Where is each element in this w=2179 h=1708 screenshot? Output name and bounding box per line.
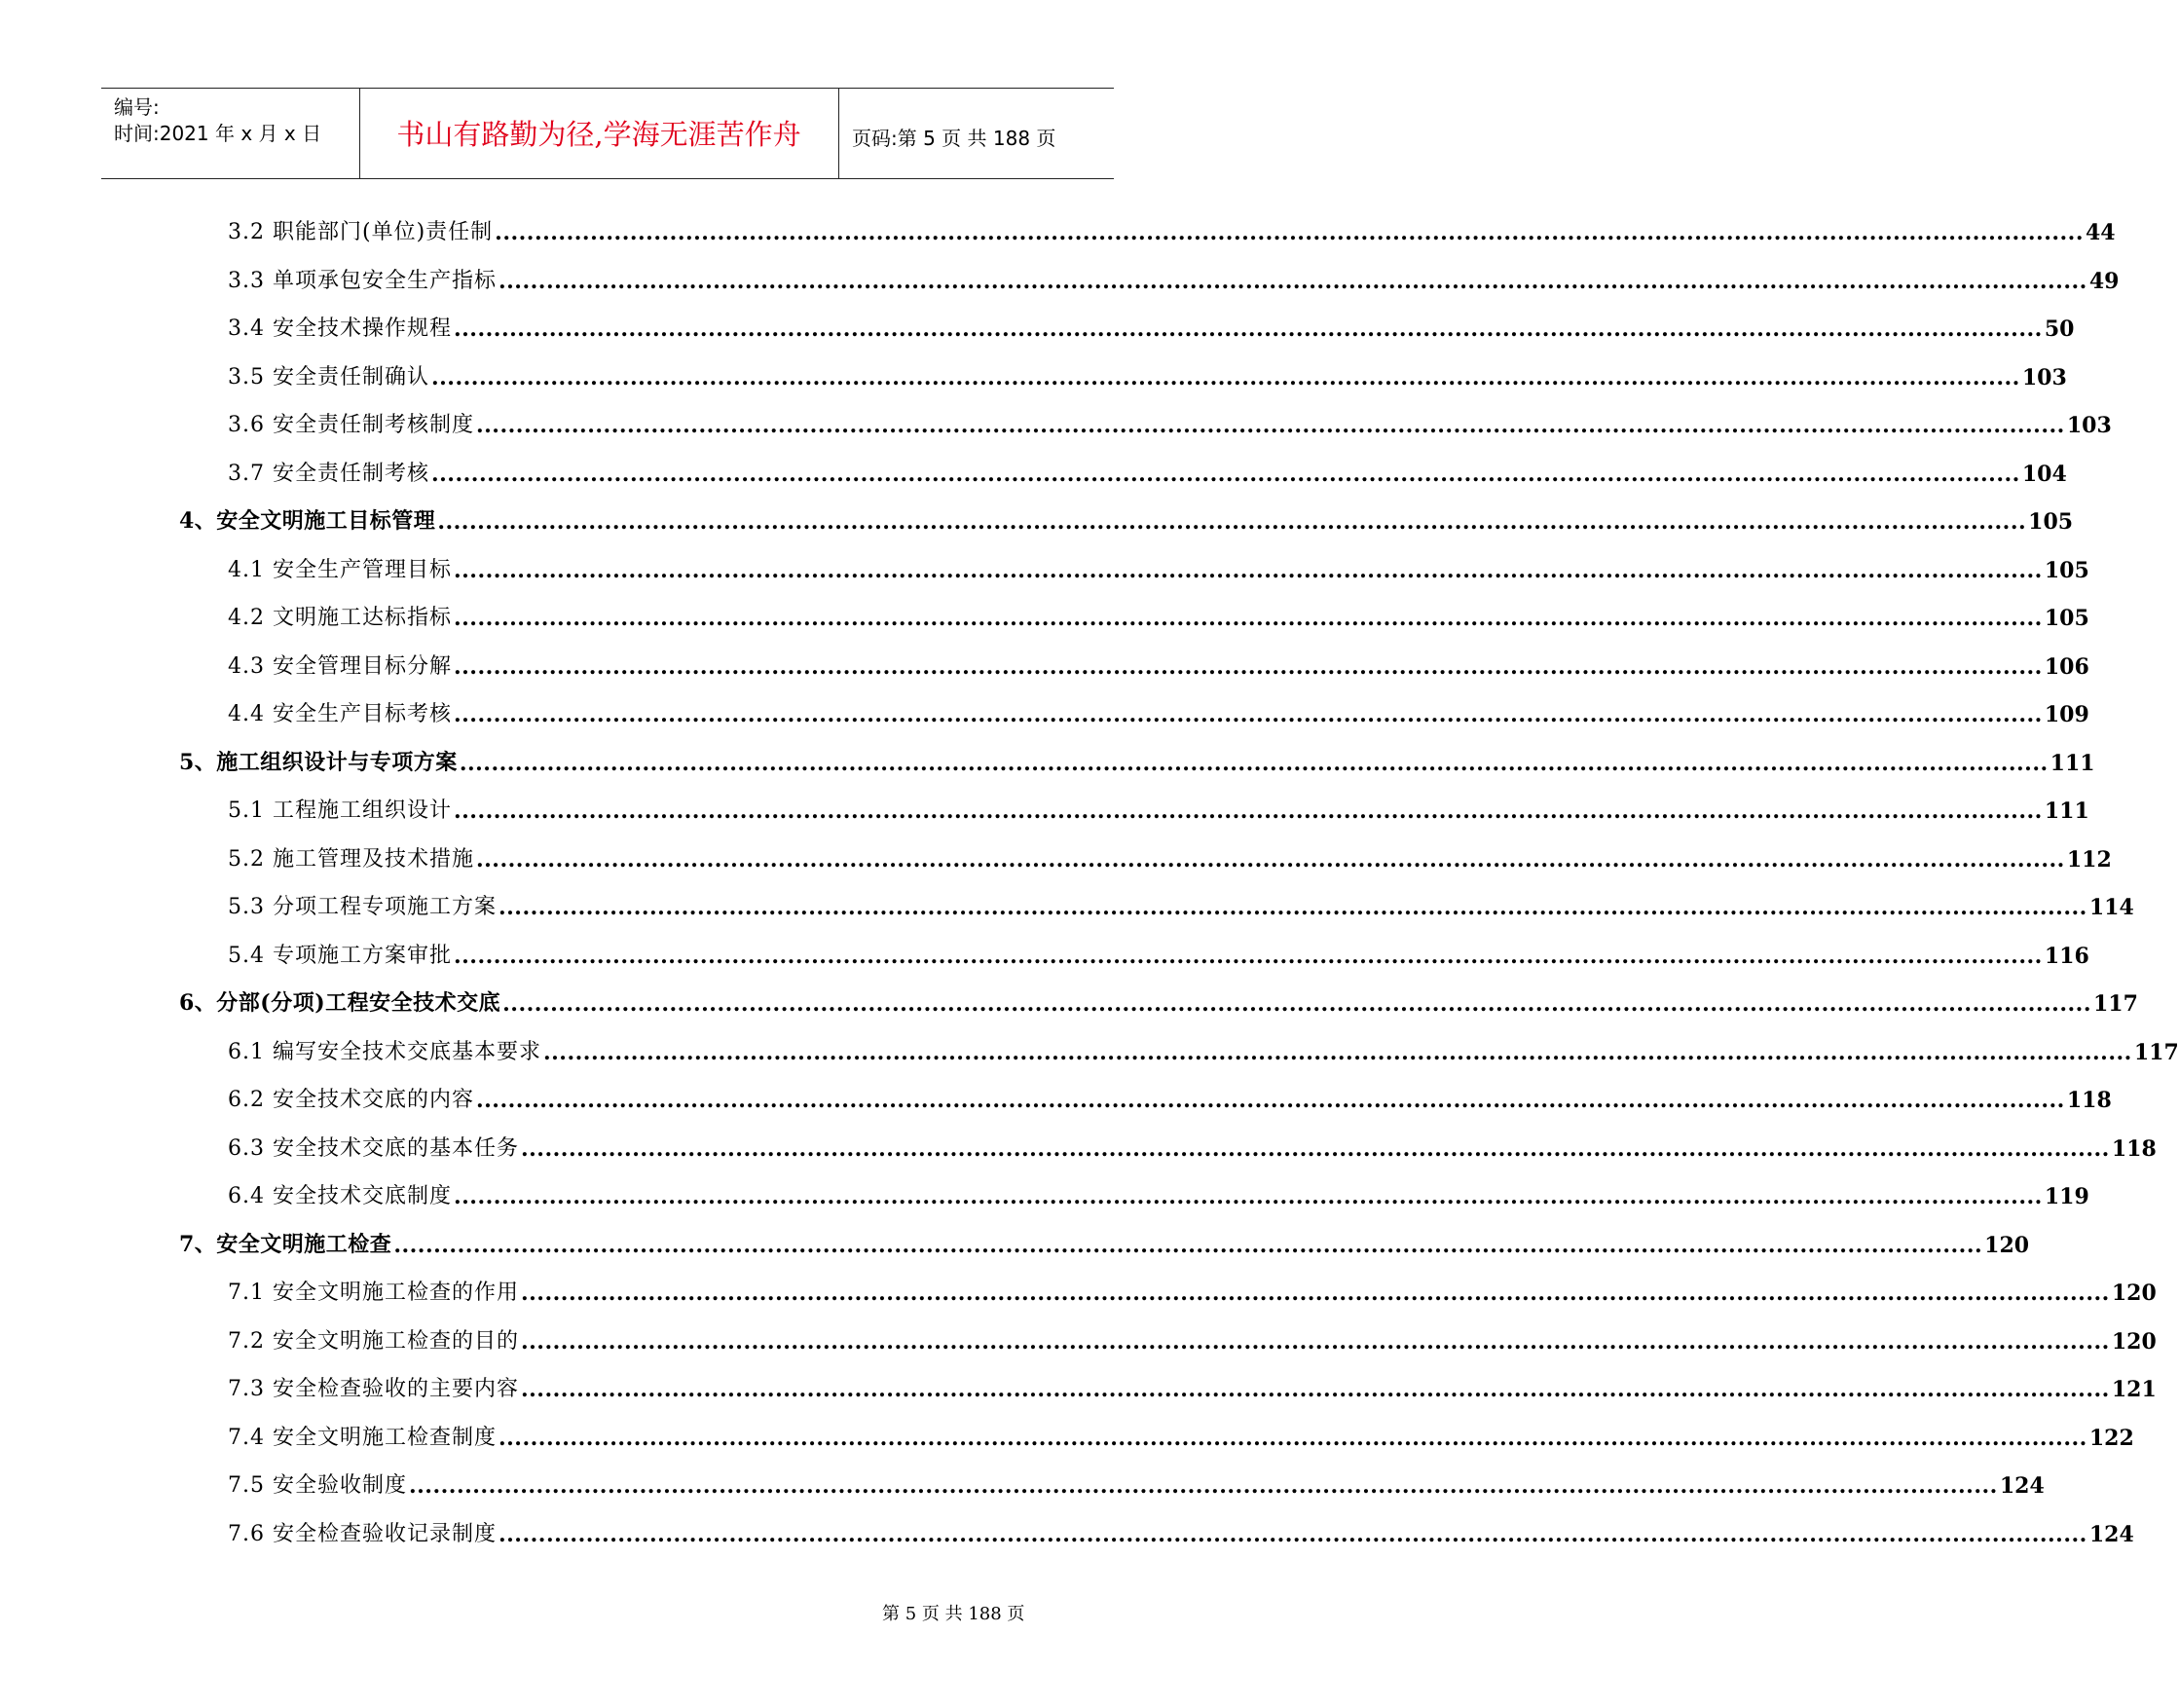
toc-entry[interactable] [228,1273,2157,1306]
toc-entry-title: 5、施工组织设计与专项方案 [179,749,458,775]
toc-dot-leader: ........................................................................................................................................................................................................ [453,798,2043,824]
toc-entry-title: 5.3 分项工程专项施工方案 [228,895,497,919]
toc-entry[interactable] [228,598,2089,631]
toc-entry-page-number: 118 [2111,1135,2157,1162]
toc-entry-page-number: 114 [2088,895,2134,920]
toc-entry[interactable] [228,1321,2157,1355]
toc-entry[interactable] [228,454,2067,487]
toc-entry[interactable] [228,405,2112,438]
toc-entry[interactable] [228,647,2089,680]
date-label: 时间:2021 年 x 月 x 日 [114,122,322,145]
toc-entry-page-number: 105 [2044,606,2089,631]
toc-entry-title: 3.3 单项承包安全生产指标 [228,268,497,293]
toc-entry[interactable] [228,212,2116,245]
toc-entry-title: 7、安全文明施工检查 [179,1231,392,1257]
toc-dot-leader: ........................................................................................................................................................................................................ [453,702,2043,727]
toc-dot-leader: ........................................................................................................................................................................................................ [453,653,2043,680]
toc-entry[interactable] [228,1418,2134,1451]
toc-entry-title: 6.4 安全技术交底制度 [228,1184,452,1208]
toc-entry-page-number: 124 [1999,1473,2045,1499]
toc-entry[interactable] [228,791,2089,824]
toc-entry-title: 3.5 安全责任制确认 [228,364,429,390]
toc-entry-title: 5.1 工程施工组织设计 [228,798,452,823]
toc-entry[interactable] [228,1176,2089,1209]
page-footer: 第 5 页 共 188 页 [882,1604,1025,1624]
toc-dot-leader: ........................................................................................................................................................................................................ [453,606,2043,631]
toc-entry-page-number: 104 [2021,461,2067,487]
toc-entry-page-number: 117 [2092,991,2138,1017]
toc-entry-page-number: 106 [2044,653,2089,680]
toc-entry[interactable] [228,839,2112,873]
toc-dot-leader: ........................................................................................................................................................................................................ [520,1377,2110,1402]
header-top-rule [101,88,1114,89]
toc-entry-page-number: 44 [2086,220,2116,245]
toc-entry-title: 7.6 安全检查验收记录制度 [228,1521,497,1546]
toc-dot-leader: ........................................................................................................................................................................................................ [495,220,2084,245]
toc-dot-leader: ........................................................................................................................................................................................................ [498,268,2087,294]
toc-entry-title: 4.2 文明施工达标指标 [228,606,452,630]
toc-entry-page-number: 120 [2111,1328,2157,1355]
toc-entry-page-number: 105 [2044,557,2089,583]
toc-entry[interactable] [179,501,2074,535]
serial-number-label: 编号: [114,95,160,119]
toc-dot-leader: ........................................................................................................................................................................................................ [393,1232,1983,1258]
toc-entry-page-number: 118 [2066,1088,2112,1113]
header-bottom-rule [101,178,1114,179]
toc-entry-page-number: 109 [2044,702,2089,727]
toc-entry[interactable] [228,1032,2179,1065]
toc-entry-title: 3.6 安全责任制考核制度 [228,413,474,437]
toc-entry[interactable] [228,1369,2157,1402]
toc-dot-leader: ........................................................................................................................................................................................................ [453,1184,2043,1209]
toc-entry-page-number: 111 [2044,798,2089,824]
toc-entry-page-number: 119 [2044,1184,2089,1209]
toc-entry-page-number: 124 [2088,1521,2134,1547]
toc-entry-page-number: 116 [2044,943,2089,969]
toc-entry-page-number: 103 [2066,413,2112,438]
toc-entry[interactable] [179,984,2138,1017]
toc-entry-title: 5.4 专项施工方案审批 [228,943,452,968]
toc-entry[interactable] [228,357,2067,390]
toc-entry-title: 6.1 编写安全技术交底基本要求 [228,1039,541,1064]
toc-dot-leader: ........................................................................................................................................................................................................ [453,943,2043,969]
toc-entry-title: 4、安全文明施工目标管理 [179,508,436,534]
toc-dot-leader: ........................................................................................................................................................................................................ [437,509,2027,535]
toc-entry-page-number: 121 [2111,1377,2157,1402]
toc-entry[interactable] [179,1225,2030,1258]
header-divider-left [359,88,360,178]
toc-entry-title: 7.3 安全检查验收的主要内容 [228,1377,519,1401]
toc-dot-leader: ........................................................................................................................................................................................................ [459,750,2049,776]
header-divider-right [838,88,839,178]
toc-dot-leader: ........................................................................................................................................................................................................ [498,1521,2087,1547]
toc-dot-leader: ........................................................................................................................................................................................................ [520,1135,2110,1162]
toc-entry-title: 5.2 施工管理及技术措施 [228,846,474,872]
toc-entry-title: 7.1 安全文明施工检查的作用 [228,1281,519,1305]
toc-entry[interactable] [228,261,2120,294]
toc-entry[interactable] [228,936,2089,969]
toc-dot-leader: ........................................................................................................................................................................................................ [475,1088,2065,1113]
toc-entry-title: 4.1 安全生产管理目标 [228,557,452,582]
toc-entry[interactable] [228,550,2089,583]
toc-entry-page-number: 120 [2111,1281,2157,1306]
toc-dot-leader: ........................................................................................................................................................................................................ [542,1039,2132,1065]
toc-entry-title: 7.4 安全文明施工检查制度 [228,1425,497,1450]
toc-entry[interactable] [228,309,2075,342]
toc-entry-page-number: 112 [2066,846,2112,873]
toc-entry-title: 7.2 安全文明施工检查的目的 [228,1328,519,1354]
toc-entry[interactable] [228,694,2089,727]
toc-entry-title: 6、分部(分项)工程安全技术交底 [179,990,501,1016]
toc-entry-page-number: 117 [2133,1039,2179,1065]
header-motto: 书山有路勤为径,学海无涯苦作舟 [396,118,801,151]
toc-entry-page-number: 120 [1984,1232,2030,1258]
toc-entry-page-number: 50 [2044,316,2075,342]
toc-dot-leader: ........................................................................................................................................................................................................ [453,557,2043,583]
toc-entry-title: 4.3 安全管理目标分解 [228,653,452,679]
toc-entry-title: 3.7 安全责任制考核 [228,461,429,486]
toc-entry[interactable] [228,1080,2112,1113]
toc-entry-page-number: 49 [2088,268,2120,294]
header-page-code: 页码:第 5 页 共 188 页 [852,127,1056,150]
toc-dot-leader: ........................................................................................................................................................................................................ [498,895,2087,920]
toc-entry[interactable] [228,1466,2045,1499]
toc-entry-title: 4.4 安全生产目标考核 [228,702,452,726]
toc-entry-page-number: 105 [2028,509,2074,535]
toc-dot-leader: ........................................................................................................................................................................................................ [475,413,2065,438]
toc-dot-leader: ........................................................................................................................................................................................................ [453,316,2043,342]
toc-entry-title: 7.5 安全验收制度 [228,1473,407,1498]
toc-entry-title: 3.2 职能部门(单位)责任制 [228,220,494,244]
toc-dot-leader: ........................................................................................................................................................................................................ [498,1425,2087,1451]
toc-dot-leader: ........................................................................................................................................................................................................ [430,364,2020,390]
toc-entry[interactable] [228,1129,2157,1162]
toc-entry-title: 3.4 安全技术操作规程 [228,316,452,341]
toc-entry-title: 6.2 安全技术交底的内容 [228,1088,474,1112]
toc-dot-leader: ........................................................................................................................................................................................................ [475,846,2065,873]
toc-dot-leader: ........................................................................................................................................................................................................ [430,461,2020,487]
toc-entry-title: 6.3 安全技术交底的基本任务 [228,1135,519,1161]
toc-entry-page-number: 122 [2088,1425,2134,1451]
toc-dot-leader: ........................................................................................................................................................................................................ [502,991,2091,1017]
toc-entry[interactable] [228,887,2134,920]
toc-dot-leader: ........................................................................................................................................................................................................ [520,1328,2110,1355]
toc-dot-leader: ........................................................................................................................................................................................................ [520,1281,2110,1306]
toc-entry[interactable] [179,743,2095,776]
toc-dot-leader: ........................................................................................................................................................................................................ [408,1473,1998,1499]
toc-entry-page-number: 111 [2050,750,2095,776]
toc-entry-page-number: 103 [2021,364,2067,390]
toc-entry[interactable] [228,1514,2134,1547]
